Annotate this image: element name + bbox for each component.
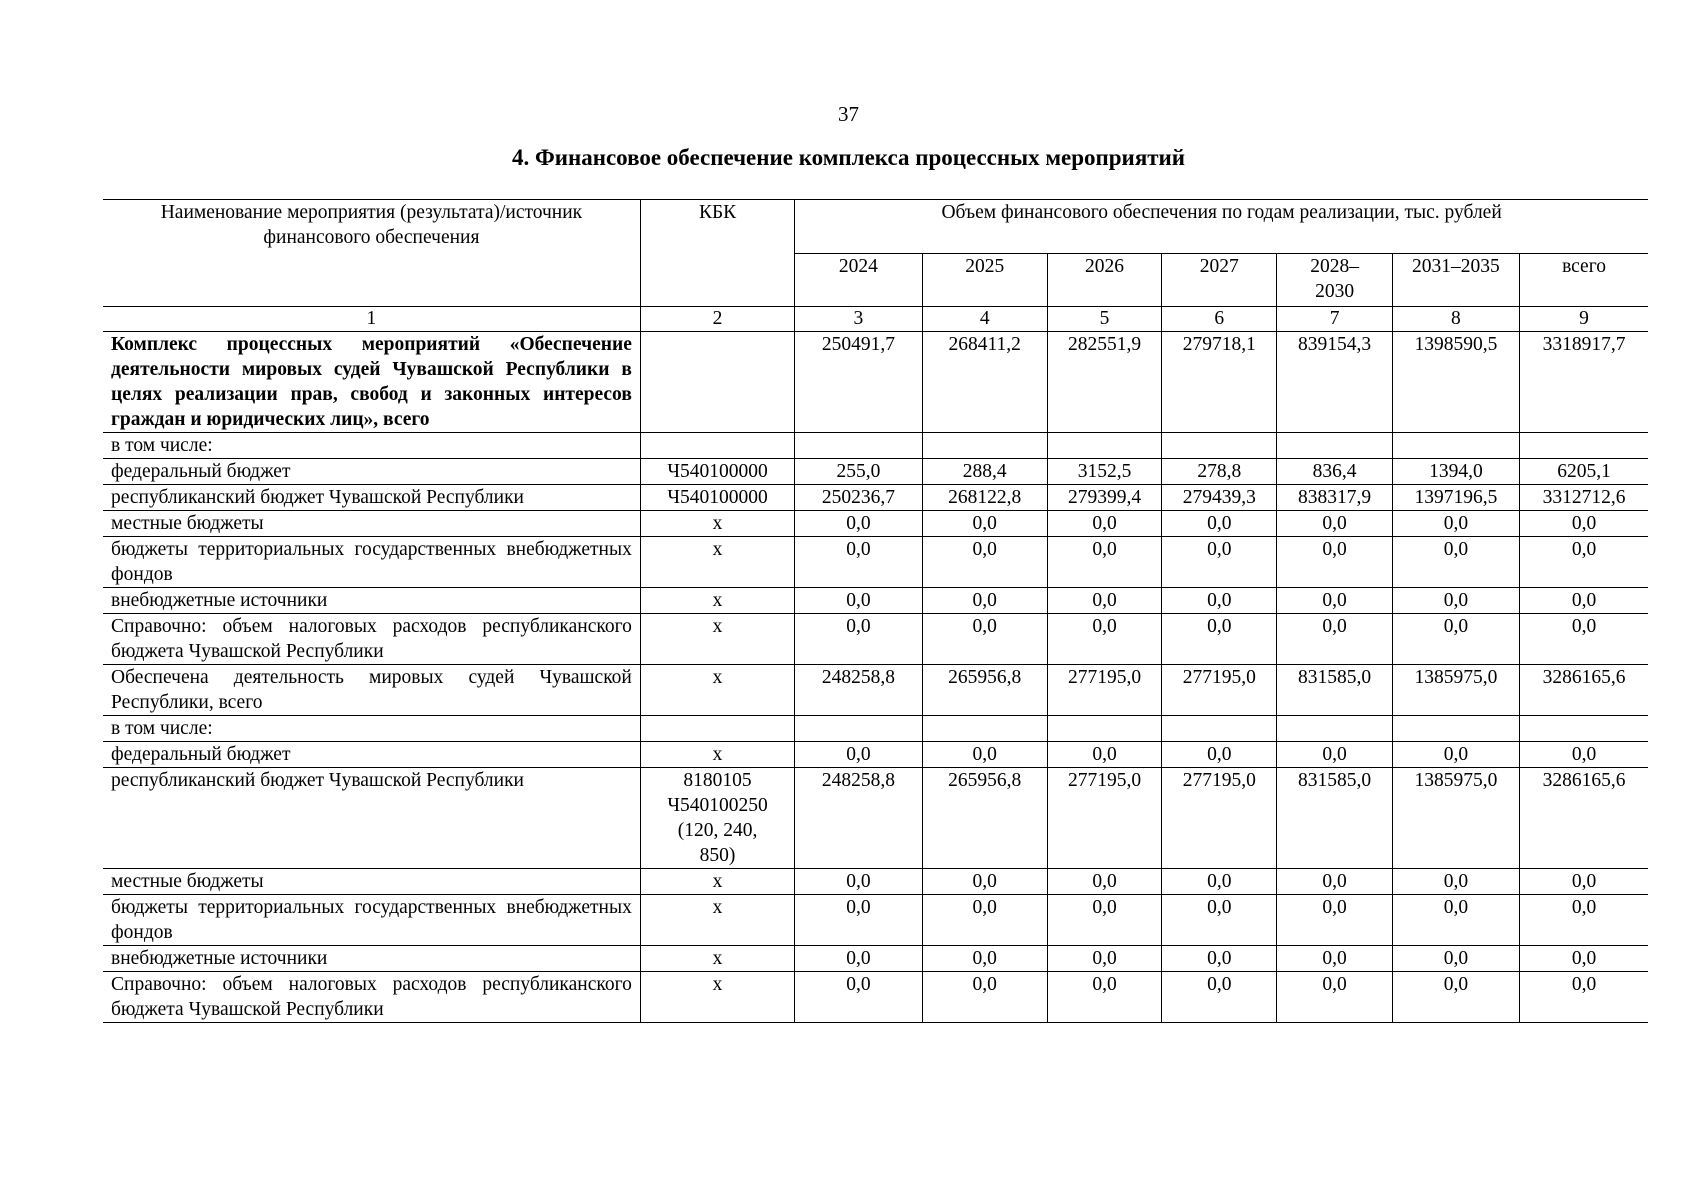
row-kbk bbox=[640, 332, 794, 433]
table-row bbox=[103, 511, 1648, 537]
table-row bbox=[103, 485, 1648, 511]
row-value: 0,0 bbox=[1520, 869, 1648, 895]
row-value: 0,0 bbox=[1162, 742, 1277, 768]
section-title: 4. Финансовое обеспечение комплекса процессных мероприятий bbox=[511, 145, 1186, 170]
row-value: 0,0 bbox=[922, 895, 1047, 946]
table-row bbox=[103, 433, 1648, 459]
row-value: 0,0 bbox=[795, 895, 922, 946]
row-value: 0,0 bbox=[1162, 588, 1277, 614]
row-value: 279718,1 bbox=[1162, 332, 1277, 433]
row-value: 0,0 bbox=[1520, 895, 1648, 946]
header-row bbox=[103, 200, 1648, 254]
row-value: 0,0 bbox=[922, 537, 1047, 588]
row-kbk: x bbox=[640, 895, 794, 946]
row-value: 279439,3 bbox=[1162, 485, 1277, 511]
row-value: 250236,7 bbox=[795, 485, 922, 511]
row-value: 0,0 bbox=[1392, 537, 1519, 588]
table-row bbox=[103, 869, 1648, 895]
row-value bbox=[1277, 433, 1392, 459]
row-value: 0,0 bbox=[1392, 869, 1519, 895]
row-value: 0,0 bbox=[1277, 614, 1392, 665]
row-value: 0,0 bbox=[1162, 614, 1277, 665]
column-number: 9 bbox=[1520, 307, 1648, 332]
row-value bbox=[1162, 433, 1277, 459]
column-number: 3 bbox=[795, 307, 922, 332]
row-value: 0,0 bbox=[1277, 537, 1392, 588]
row-value: 6205,1 bbox=[1520, 459, 1648, 485]
row-value: 831585,0 bbox=[1277, 665, 1392, 716]
row-value: 0,0 bbox=[1392, 742, 1519, 768]
header-year: 2028–2030 bbox=[1277, 254, 1392, 307]
header-year: 2026 bbox=[1047, 254, 1161, 307]
row-value: 0,0 bbox=[795, 537, 922, 588]
row-value: 0,0 bbox=[1047, 537, 1161, 588]
row-value: 0,0 bbox=[1047, 588, 1161, 614]
column-number: 1 bbox=[103, 307, 640, 332]
row-name: Обеспечена деятельность мировых судей Чувашской Республики, всего bbox=[103, 665, 640, 716]
row-value: 0,0 bbox=[1162, 972, 1277, 1023]
row-value bbox=[1047, 716, 1161, 742]
row-value: 288,4 bbox=[922, 459, 1047, 485]
row-name: бюджеты территориальных государственных внебюджетных фондов bbox=[103, 895, 640, 946]
row-value bbox=[1520, 433, 1648, 459]
table-row bbox=[103, 614, 1648, 665]
row-value: 0,0 bbox=[1162, 511, 1277, 537]
row-name: Справочно: объем налоговых расходов республиканского бюджета Чувашской Республики bbox=[103, 614, 640, 665]
row-value: 265956,8 bbox=[922, 665, 1047, 716]
row-value: 0,0 bbox=[1047, 742, 1161, 768]
row-value: 1385975,0 bbox=[1392, 768, 1519, 869]
row-value: 277195,0 bbox=[1047, 665, 1161, 716]
row-value: 0,0 bbox=[922, 946, 1047, 972]
header-kbk: КБК bbox=[640, 200, 794, 307]
row-name: федеральный бюджет bbox=[103, 459, 640, 485]
row-kbk: 8180105 Ч540100250 (120, 240, 850) bbox=[640, 768, 794, 869]
table-row bbox=[103, 665, 1648, 716]
row-value bbox=[1392, 433, 1519, 459]
row-value: 0,0 bbox=[922, 742, 1047, 768]
row-kbk: Ч540100000 bbox=[640, 485, 794, 511]
row-value: 255,0 bbox=[795, 459, 922, 485]
row-value: 248258,8 bbox=[795, 768, 922, 869]
row-kbk: x bbox=[640, 614, 794, 665]
column-numbers-row bbox=[103, 307, 1648, 332]
row-value: 0,0 bbox=[1392, 588, 1519, 614]
column-number: 7 bbox=[1277, 307, 1392, 332]
row-value: 1385975,0 bbox=[1392, 665, 1519, 716]
header-year: 2024 bbox=[795, 254, 922, 307]
row-value bbox=[1277, 716, 1392, 742]
row-name: местные бюджеты bbox=[103, 869, 640, 895]
row-value: 3312712,6 bbox=[1520, 485, 1648, 511]
column-number: 2 bbox=[640, 307, 794, 332]
row-value: 0,0 bbox=[795, 742, 922, 768]
row-kbk: x bbox=[640, 972, 794, 1023]
row-value: 0,0 bbox=[1392, 946, 1519, 972]
row-name: республиканский бюджет Чувашской Республики bbox=[103, 768, 640, 869]
row-value: 838317,9 bbox=[1277, 485, 1392, 511]
header-year: 2031–2035 bbox=[1392, 254, 1519, 307]
row-value: 265956,8 bbox=[922, 768, 1047, 869]
row-value: 0,0 bbox=[795, 946, 922, 972]
header-volume: Объем финансового обеспечения по годам реализации, тыс. рублей bbox=[795, 200, 1648, 254]
row-value bbox=[922, 716, 1047, 742]
table-row bbox=[103, 588, 1648, 614]
row-kbk: x bbox=[640, 588, 794, 614]
row-value: 0,0 bbox=[795, 972, 922, 1023]
row-kbk bbox=[640, 433, 794, 459]
table-row bbox=[103, 895, 1648, 946]
row-value: 0,0 bbox=[1520, 972, 1648, 1023]
row-name: внебюджетные источники bbox=[103, 588, 640, 614]
row-value: 277195,0 bbox=[1162, 768, 1277, 869]
header-year: 2025 bbox=[922, 254, 1047, 307]
row-value: 277195,0 bbox=[1162, 665, 1277, 716]
table-row bbox=[103, 946, 1648, 972]
row-value: 0,0 bbox=[1520, 588, 1648, 614]
row-value: 0,0 bbox=[1520, 946, 1648, 972]
table-row bbox=[103, 459, 1648, 485]
column-number: 8 bbox=[1392, 307, 1519, 332]
header-name: Наименование мероприятия (результата)/источник финансового обеспечения bbox=[103, 200, 640, 307]
row-value: 0,0 bbox=[1277, 946, 1392, 972]
row-value: 279399,4 bbox=[1047, 485, 1161, 511]
row-value: 282551,9 bbox=[1047, 332, 1161, 433]
row-name: федеральный бюджет bbox=[103, 742, 640, 768]
row-name: местные бюджеты bbox=[103, 511, 640, 537]
row-kbk: x bbox=[640, 511, 794, 537]
row-value: 831585,0 bbox=[1277, 768, 1392, 869]
row-value: 0,0 bbox=[1392, 972, 1519, 1023]
row-value: 0,0 bbox=[1277, 895, 1392, 946]
row-kbk: Ч540100000 bbox=[640, 459, 794, 485]
row-value: 248258,8 bbox=[795, 665, 922, 716]
row-value: 0,0 bbox=[1047, 511, 1161, 537]
row-value bbox=[795, 716, 922, 742]
row-value: 0,0 bbox=[795, 511, 922, 537]
row-value bbox=[1047, 433, 1161, 459]
row-value: 268122,8 bbox=[922, 485, 1047, 511]
row-value bbox=[1162, 716, 1277, 742]
row-value: 1394,0 bbox=[1392, 459, 1519, 485]
row-value: 1398590,5 bbox=[1392, 332, 1519, 433]
row-value: 250491,7 bbox=[795, 332, 922, 433]
row-name: Комплекс процессных мероприятий «Обеспечение деятельности мировых судей Чувашской Республики в целях реализации прав, свобод и законных интересов граждан и юридических лиц», всего bbox=[103, 332, 640, 433]
row-value: 1397196,5 bbox=[1392, 485, 1519, 511]
row-name: республиканский бюджет Чувашской Республики bbox=[103, 485, 640, 511]
row-value: 0,0 bbox=[1047, 614, 1161, 665]
row-value: 0,0 bbox=[795, 588, 922, 614]
table-row bbox=[103, 742, 1648, 768]
column-number: 4 bbox=[922, 307, 1047, 332]
table-row bbox=[103, 768, 1648, 869]
column-number: 6 bbox=[1162, 307, 1277, 332]
row-value: 0,0 bbox=[922, 614, 1047, 665]
row-value: 0,0 bbox=[795, 869, 922, 895]
row-value: 0,0 bbox=[795, 614, 922, 665]
row-value bbox=[795, 433, 922, 459]
row-value: 3318917,7 bbox=[1520, 332, 1648, 433]
row-value: 0,0 bbox=[922, 869, 1047, 895]
row-value: 0,0 bbox=[922, 972, 1047, 1023]
page-number: 37 bbox=[838, 102, 859, 126]
row-value: 0,0 bbox=[1162, 537, 1277, 588]
row-value: 836,4 bbox=[1277, 459, 1392, 485]
row-value: 0,0 bbox=[1520, 511, 1648, 537]
row-value: 0,0 bbox=[1047, 972, 1161, 1023]
row-value: 0,0 bbox=[1047, 946, 1161, 972]
row-value: 0,0 bbox=[1162, 946, 1277, 972]
row-value: 0,0 bbox=[922, 588, 1047, 614]
row-value bbox=[1392, 716, 1519, 742]
row-value: 839154,3 bbox=[1277, 332, 1392, 433]
row-value: 0,0 bbox=[1392, 511, 1519, 537]
row-value: 268411,2 bbox=[922, 332, 1047, 433]
table-row bbox=[103, 537, 1648, 588]
table-row bbox=[103, 972, 1648, 1023]
row-value: 0,0 bbox=[1392, 614, 1519, 665]
row-value: 0,0 bbox=[1520, 537, 1648, 588]
row-value: 0,0 bbox=[1162, 869, 1277, 895]
financing-table bbox=[103, 199, 1648, 1023]
header-year: всего bbox=[1520, 254, 1648, 307]
row-value: 0,0 bbox=[1277, 742, 1392, 768]
table-row bbox=[103, 332, 1648, 433]
row-kbk: x bbox=[640, 537, 794, 588]
row-kbk: x bbox=[640, 869, 794, 895]
row-value: 0,0 bbox=[922, 511, 1047, 537]
column-number: 5 bbox=[1047, 307, 1161, 332]
row-value bbox=[922, 433, 1047, 459]
row-value bbox=[1520, 716, 1648, 742]
row-name: в том числе: bbox=[103, 716, 640, 742]
row-value: 0,0 bbox=[1277, 869, 1392, 895]
row-value: 278,8 bbox=[1162, 459, 1277, 485]
row-value: 0,0 bbox=[1520, 614, 1648, 665]
row-value: 3152,5 bbox=[1047, 459, 1161, 485]
row-kbk: x bbox=[640, 946, 794, 972]
row-value: 0,0 bbox=[1520, 742, 1648, 768]
header-year: 2027 bbox=[1162, 254, 1277, 307]
row-value: 277195,0 bbox=[1047, 768, 1161, 869]
row-name: Справочно: объем налоговых расходов республиканского бюджета Чувашской Республики bbox=[103, 972, 640, 1023]
table-row bbox=[103, 716, 1648, 742]
row-value: 0,0 bbox=[1277, 972, 1392, 1023]
row-name: в том числе: bbox=[103, 433, 640, 459]
row-value: 0,0 bbox=[1392, 895, 1519, 946]
row-name: бюджеты территориальных государственных внебюджетных фондов bbox=[103, 537, 640, 588]
row-kbk: x bbox=[640, 665, 794, 716]
row-value: 0,0 bbox=[1277, 511, 1392, 537]
row-value: 3286165,6 bbox=[1520, 665, 1648, 716]
row-value: 3286165,6 bbox=[1520, 768, 1648, 869]
row-kbk bbox=[640, 716, 794, 742]
row-kbk: x bbox=[640, 742, 794, 768]
row-value: 0,0 bbox=[1047, 869, 1161, 895]
row-name: внебюджетные источники bbox=[103, 946, 640, 972]
row-value: 0,0 bbox=[1277, 588, 1392, 614]
row-value: 0,0 bbox=[1162, 895, 1277, 946]
row-value: 0,0 bbox=[1047, 895, 1161, 946]
